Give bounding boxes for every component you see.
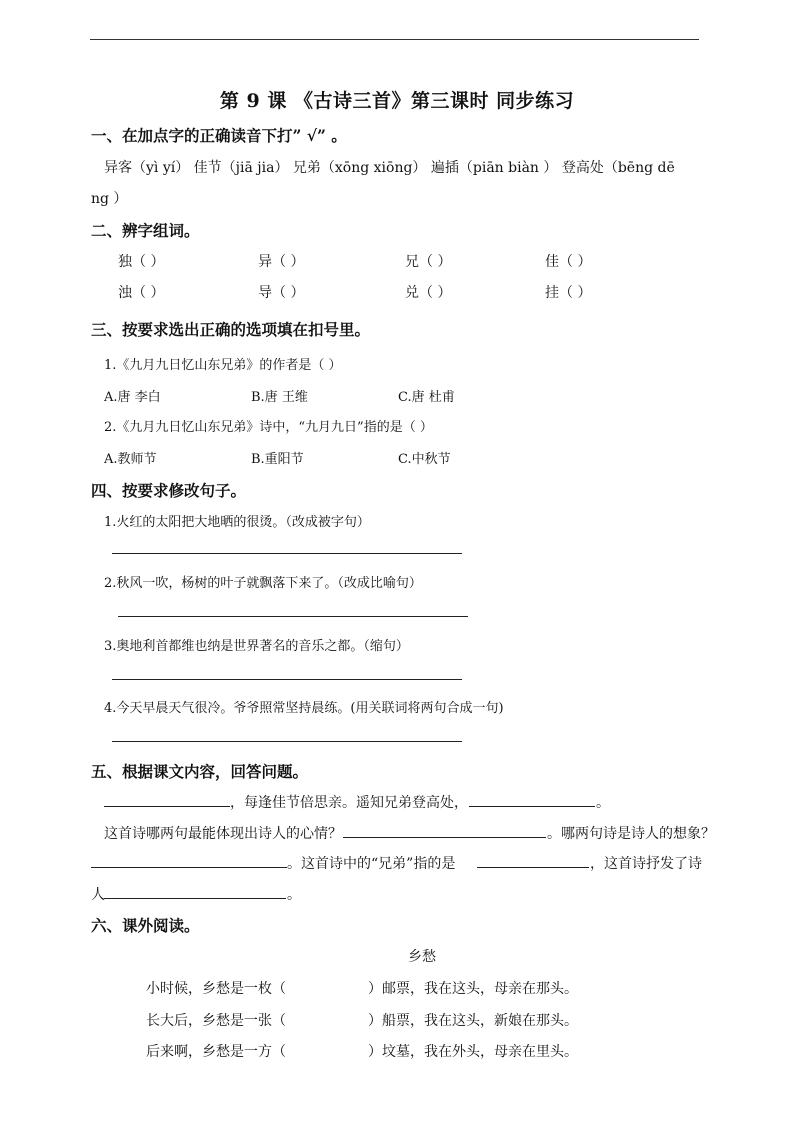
answer-line [112,553,462,554]
section-3-heading: 三、按要求选出正确的选项填在扣号里。 [91,320,371,339]
header-rule [90,39,699,40]
question-text: 人 [91,887,105,903]
sentence-task-3: 3.奥地利首都维也纳是世界著名的音乐之都。（缩句） [104,639,409,654]
word-item: 异（ ） [258,254,305,270]
word-item: 兑（ ） [405,285,452,301]
question-text: 。 [287,887,301,903]
blank-line [469,806,595,807]
word-item: 导（ ） [258,285,305,301]
poem-line: ）坟墓，我在外头，母亲在里头。 [368,1044,578,1060]
answer-line [112,679,462,680]
sentence-task-4: 4.今天早晨天气很冷。爷爷照常坚持晨练。(用关联词将两句合成一句) [104,701,504,716]
option-a: A.教师节 [104,452,157,467]
question-text: 。这首诗中的“兄弟”指的是 [287,856,456,872]
blank-line [91,867,287,868]
sentence-task-2: 2.秋风一吹，杨树的叶子就飘落下来了。（改成比喻句） [104,576,422,591]
poem-line: 长大后，乡愁是一张（ [146,1013,286,1029]
word-item: 浊（ ） [118,285,165,301]
poem-line: ）船票，我在这头，新娘在那头。 [368,1013,578,1029]
poem-title: 乡愁 [408,949,436,965]
poem-fill-text: ，每逢佳节倍思亲。遥知兄弟登高处， [230,795,468,811]
section-6-heading: 六、课外阅读。 [91,916,200,935]
answer-line [118,616,468,617]
option-b: B.唐 王维 [251,390,308,405]
section-5-heading: 五、根据课文内容，回答问题。 [91,762,309,781]
question-1: 1.《九月九日忆山东兄弟》的作者是（ ） [104,358,342,373]
option-c: C.中秋节 [398,452,451,467]
blank-line [343,837,546,838]
poem-line: ）邮票，我在这头，母亲在那头。 [368,981,578,997]
word-item: 独（ ） [118,254,165,270]
section-2-heading: 二、辨字组词。 [91,221,200,240]
poem-line: 后来啊，乡愁是一方（ [146,1044,286,1060]
question-2: 2.《九月九日忆山东兄弟》诗中，“九月九日”指的是（ ） [104,420,433,435]
answer-line [112,741,462,742]
section-4-heading: 四、按要求修改句子。 [91,481,247,500]
poem-line: 小时候，乡愁是一枚（ [146,981,286,997]
blank-line [104,806,230,807]
blank-line [104,898,286,899]
question-text: 这首诗哪两句最能体现出诗人的心情？ [104,826,342,842]
sentence-task-1: 1.火红的太阳把大地晒的很烫。（改成被字句） [104,515,370,530]
word-item: 佳（ ） [545,254,592,270]
word-item: 挂（ ） [545,285,592,301]
question-text: ，这首诗抒发了诗 [590,856,702,872]
section-1-line-1: 异客（yì yí） 佳节（jiā jia） 兄弟（xōng xiōng） 遍插（piān biàn ） 登高处（bēng dē [104,160,675,176]
section-1-heading: 一、在加点字的正确读音下打” √” 。 [91,126,347,145]
blank-line [477,867,589,868]
option-b: B.重阳节 [251,452,304,467]
option-c: C.唐 杜甫 [398,390,455,405]
section-1-line-2: ng ） [91,191,128,207]
option-a: A.唐 李白 [104,390,161,405]
poem-fill-end: 。 [596,795,610,811]
question-text: 。哪两句诗是诗人的想象？ [547,826,715,842]
page-title: 第 9 课 《古诗三首》第三课时 同步练习 [219,90,575,112]
word-item: 兄（ ） [405,254,452,270]
